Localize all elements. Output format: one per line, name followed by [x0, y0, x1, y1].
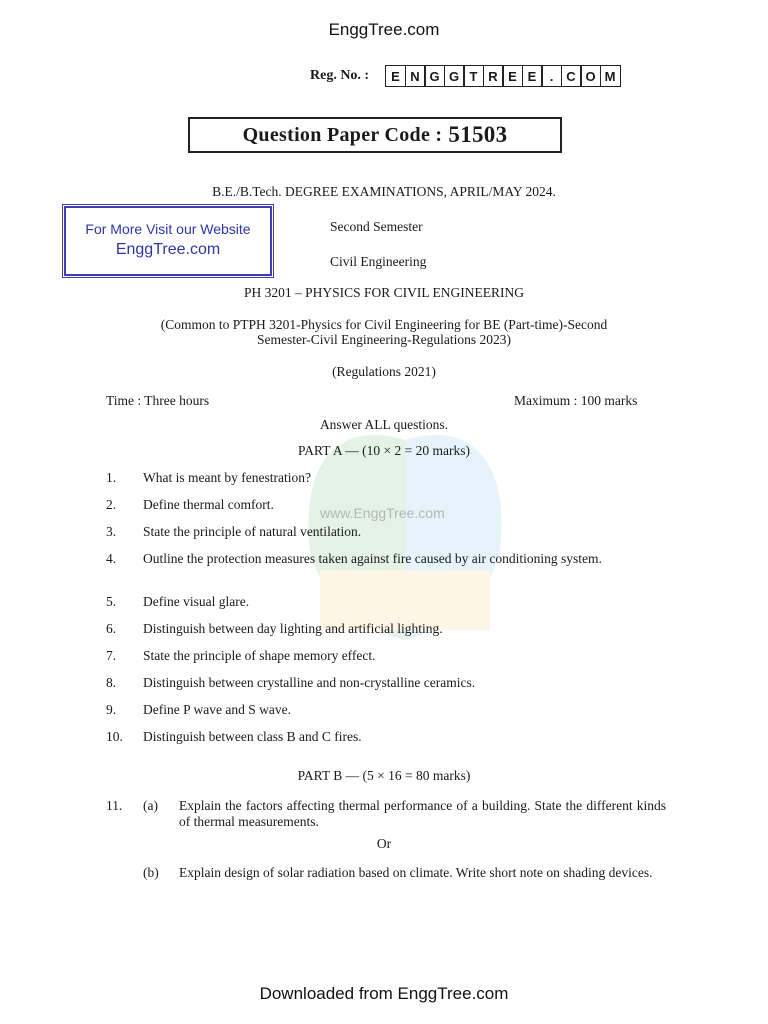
question-item	[106, 470, 666, 486]
question-text: What is meant by fenestration?	[143, 470, 311, 485]
question-text: State the principle of natural ventilation.	[143, 524, 362, 539]
instruction-line: Answer ALL questions.	[319, 417, 449, 432]
question-item	[106, 524, 666, 540]
question-number: 3.	[106, 524, 117, 539]
reg-char-box: C	[561, 65, 582, 87]
question-text: Outline the protection measures taken against fire caused by air conditioning system.	[143, 551, 602, 566]
question-number: 2.	[106, 497, 117, 512]
question-number: 9.	[106, 702, 117, 717]
question-item	[106, 497, 666, 513]
question-text: Define visual glare.	[143, 594, 250, 609]
question-item	[106, 594, 666, 610]
regulations-line: (Regulations 2021)	[332, 364, 436, 379]
website-promo-box[interactable]	[62, 204, 274, 278]
question-item	[106, 551, 666, 567]
reg-char-box: N	[405, 65, 426, 87]
question-item	[106, 702, 666, 718]
time-label: Time : Three hours	[106, 393, 210, 408]
branch-line: Civil Engineering	[330, 254, 427, 269]
question-item	[106, 729, 666, 745]
maximum-marks-label: Maximum : 100 marks	[514, 393, 638, 408]
question-number: 1.	[106, 470, 117, 485]
site-header: EnggTree.com	[328, 20, 440, 39]
question-text: Distinguish between crystalline and non-crystalline ceramics.	[143, 675, 476, 690]
question-text: State the principle of shape memory effect.	[143, 648, 376, 663]
subpart-a-label: (a)	[143, 798, 158, 813]
question-item	[106, 621, 666, 637]
question-text: Define P wave and S wave.	[143, 702, 291, 717]
semester-line: Second Semester	[330, 219, 423, 234]
reg-char-box: E	[502, 65, 523, 87]
reg-char-box: R	[483, 65, 504, 87]
site-footer: Downloaded from EnggTree.com	[259, 984, 509, 1003]
question-number: 4.	[106, 551, 117, 566]
reg-char-box: G	[444, 65, 465, 87]
part-a-title: PART A — (10 × 2 = 20 marks)	[298, 443, 470, 458]
common-line-1: (Common to PTPH 3201-Physics for Civil Engineering for BE (Part-time)-Second	[160, 317, 608, 332]
question-number: 11.	[106, 798, 123, 813]
common-line-2: Semester-Civil Engineering-Regulations 2023)	[257, 332, 511, 347]
or-separator: Or	[376, 836, 392, 851]
question-number: 6.	[106, 621, 117, 636]
question-number: 10.	[106, 729, 123, 744]
reg-no-label: Reg. No. :	[310, 68, 370, 83]
question-item	[106, 648, 666, 664]
question-paper-code: 51503	[448, 122, 508, 147]
reg-char-box: E	[522, 65, 543, 87]
subject-line: PH 3201 – PHYSICS FOR CIVIL ENGINEERING	[243, 285, 524, 300]
question-paper-code-box	[188, 117, 562, 153]
reg-char-box: O	[580, 65, 601, 87]
reg-char-box: T	[463, 65, 484, 87]
reg-no-boxes	[385, 65, 619, 87]
question-paper-code-label: Question Paper Code :	[242, 123, 443, 146]
reg-char-box: .	[541, 65, 562, 87]
question-number: 7.	[106, 648, 117, 663]
degree-line: B.E./B.Tech. DEGREE EXAMINATIONS, APRIL/MAY 2024.	[212, 184, 556, 199]
question-text: Distinguish between day lighting and artificial lighting.	[143, 621, 443, 636]
watermark-url: www.EnggTree.com	[320, 505, 445, 521]
question-item	[106, 675, 666, 691]
reg-char-box: E	[385, 65, 406, 87]
question-number: 8.	[106, 675, 117, 690]
part-b-title: PART B — (5 × 16 = 80 marks)	[297, 768, 471, 783]
question-text: Define thermal comfort.	[143, 497, 274, 512]
promo-link[interactable]: EnggTree.com	[115, 241, 221, 258]
subpart-a-text: Explain the factors affecting thermal performance of a building. State the different kinds of thermal measurements.	[179, 798, 666, 829]
question-number: 5.	[106, 594, 117, 609]
reg-char-box: M	[600, 65, 621, 87]
subpart-b-text: Explain design of solar radiation based on climate. Write short note on shading devices.	[179, 865, 653, 880]
subpart-b-label: (b)	[143, 865, 159, 880]
promo-text: For More Visit our Website	[85, 221, 251, 237]
reg-char-box: G	[424, 65, 445, 87]
question-text: Distinguish between class B and C fires.	[143, 729, 362, 744]
